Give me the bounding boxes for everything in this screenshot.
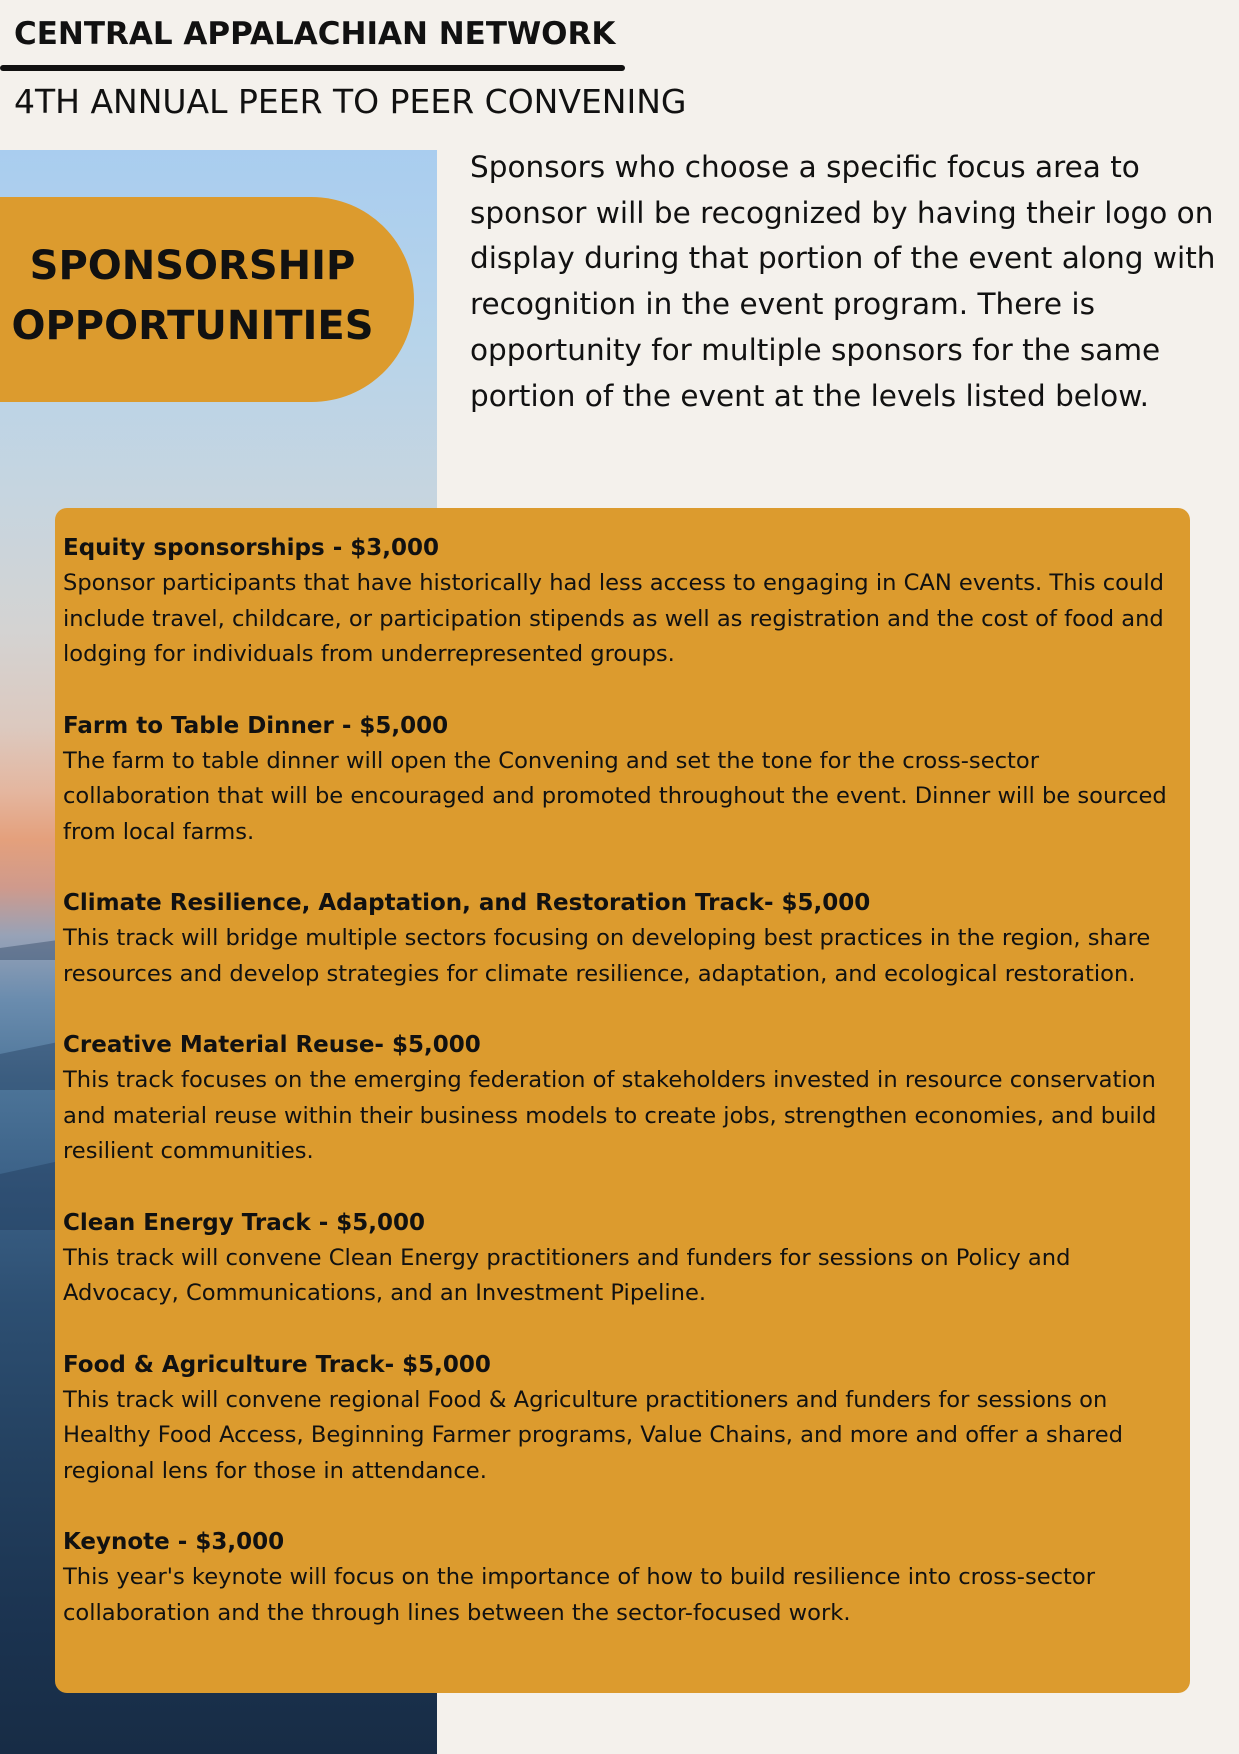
sponsorship-description: Sponsor participants that have historically had less access to engaging in CAN events. This could include travel, childcare, or participation stipends as well as registration and the cost of food and lodging for individuals from underrepresented groups. (63, 570, 1164, 667)
sponsorship-description: The farm to table dinner will open the Convening and set the tone for the cross-sector collaboration that will be encouraged and promoted throughout the event. Dinner will be sourced from local farms. (63, 747, 1167, 845)
sponsorship-item (63, 1205, 1183, 1312)
sponsorship-item (63, 885, 1183, 992)
sponsorship-description: This track will bridge multiple sectors focusing on developing best practices in the region, share resources and develop strategies for climate resilience, adaptation, and ecological restoration. (63, 925, 1151, 987)
sponsorship-description: This year's keynote will focus on the importance of how to build resilience into cross-sector collaboration and the through lines between the sector-focused work. (63, 1564, 1096, 1626)
sponsorship-title: Equity sponsorships - $3,000 (63, 535, 440, 561)
sponsorship-item (63, 1524, 1183, 1631)
sponsorship-title: Keynote - $3,000 (63, 1529, 285, 1555)
intro-paragraph: Sponsors who choose a specific focus area to sponsor will be recognized by having their logo on display during that portion of the event along with recognition in the event program. There is opportunity for multiple sponsors for the same portion of the event at the levels listed below. (470, 150, 1216, 413)
sponsorship-title: Creative Material Reuse- $5,000 (63, 1032, 481, 1058)
sponsorship-item (63, 1027, 1183, 1170)
sponsorship-title: Food & Agriculture Track- $5,000 (63, 1351, 491, 1378)
title-underline (0, 65, 625, 71)
org-title: CENTRAL APPALACHIAN NETWORK (14, 16, 616, 52)
sponsorship-list-card (55, 508, 1190, 1693)
sponsorship-description: This track will convene Clean Energy practitioners and funders for sessions on Policy and Advocacy, Communications, and an Investment Pipeline. (63, 1244, 1071, 1306)
event-subtitle: 4TH ANNUAL PEER TO PEER CONVENING (14, 82, 687, 121)
sponsorship-title: Climate Resilience, Adaptation, and Restoration Track- $5,000 (63, 890, 871, 916)
badge-line-1: SPONSORSHIP (29, 243, 356, 289)
sponsorship-item (63, 530, 1183, 673)
sponsorship-item (63, 1347, 1183, 1490)
sponsorship-description: This track focuses on the emerging federation of stakeholders invested in resource conservation and material reuse within their business models to create jobs, strengthen economies, and build resilient communities. (63, 1067, 1157, 1164)
badge-line-2: OPPORTUNITIES (11, 303, 374, 349)
sponsorship-title: Clean Energy Track - $5,000 (63, 1209, 426, 1236)
sponsorship-list (63, 530, 1183, 1666)
sponsorship-badge (0, 197, 414, 402)
sponsorship-title: Farm to Table Dinner - $5,000 (63, 712, 449, 739)
sponsorship-item (63, 708, 1183, 851)
sponsorship-description: This track will convene regional Food & Agriculture practitioners and funders for sessions on Healthy Food Access, Beginning Farmer programs, Value Chains, and more and offer a shared regional lens for those in attendance. (63, 1386, 1123, 1484)
